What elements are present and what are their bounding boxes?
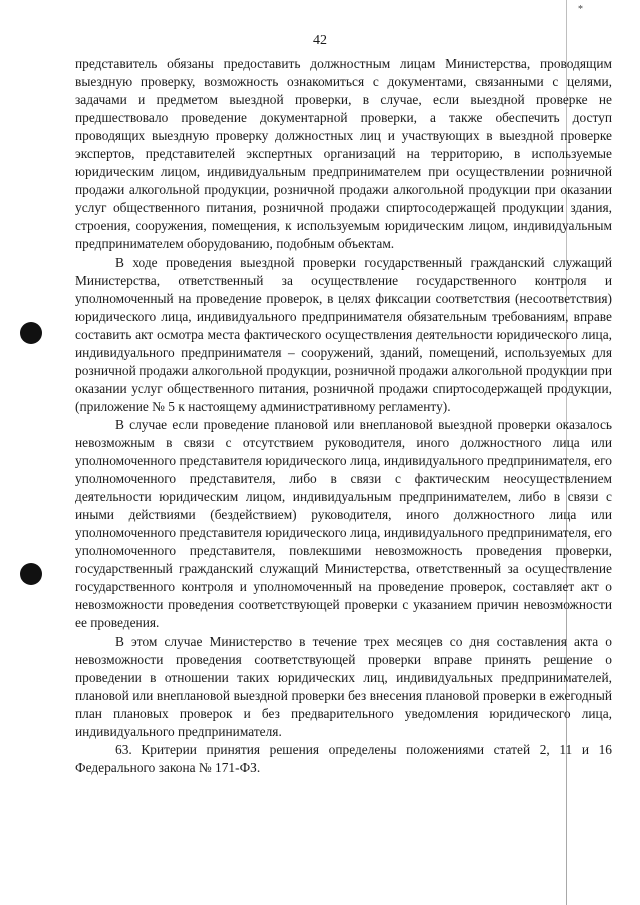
punch-hole <box>20 322 42 344</box>
paragraph: В случае если проведение плановой или внеплановой выездной проверки оказалось невозможным в связи с отсутствием руководителя, иного должностного лица или уполномоченного представителя юридического лица, индивидуального предпринимателя, его уполномоченного представителя, либо в связи с фактическим неосуществлением деятельности юридическим лицом, индивидуальным предпринимателем, либо в связи с иными действиями (бездействием) руководителя, иного должностного лица или уполномоченного представителя юридического лица, индивидуального предпринимателя, его уполномоченного представителя, повлекшими невозможность проведения проверки, государственный гражданский служащий Министерства, ответственный за осуществление государственного контроля и уполномоченный на проведение проверок, составляет акт о невозможности проведения соответствующей проверки с указанием причин невозможности ее проведения. <box>75 416 612 631</box>
paragraph: представитель обязаны предоставить должностным лицам Министерства, проводящим выездную проверку, возможность ознакомиться с документами, связанными с целями, задачами и предметом выездной проверки, в случае, если выездной проверке не предшествовало проведение документарной проверки, а также обеспечить доступ проводящих выездную проверку должностных лиц и участвующих в выездной проверке экспертов, представителей экспертных организаций на территорию, в используемые юридическим лицом, индивидуальным предпринимателем при осуществлении розничной продажи алкогольной продукции, розничной продажи алкогольной продукции при оказании услуг общественного питания, розничной продажи спиртосодержащей продукции здания, строения, сооружения, помещения, к используемым юридическим лицом, индивидуальным предпринимателем оборудованию, подобным объектам. <box>75 56 612 252</box>
document-body <box>75 55 612 777</box>
page-number: 42 <box>313 33 327 48</box>
paragraph: В этом случае Министерство в течение трех месяцев со дня составления акта о невозможности проведения соответствующей проверки вправе принять решение о проведении в отношении таких юридических лиц, индивидуальных предпринимателей, плановой или внеплановой выездной проверки без внесения плановой проверки в ежегодный план плановых проверок и без предварительного уведомления юридического лица, индивидуального предпринимателя. <box>75 633 612 739</box>
scan-corner-mark: * <box>578 4 583 15</box>
punch-hole <box>20 563 42 585</box>
paragraph: В ходе проведения выездной проверки государственный гражданский служащий Министерства, ответственный за осуществление государственного контроля и уполномоченный на проведение проверок, в целях фиксации соответствия (несоответствия) юридического лица, индивидуального предпринимателя обязательным требованиям, вправе составить акт осмотра места фактического осуществления деятельности юридического лица, индивидуального предпринимателя – сооружений, зданий, помещений, используемых для розничной продажи алкогольной продукции, розничной продажи алкогольной продукции при оказании услуг общественного питания, розничной продажи спиртосодержащей продукции, (приложение № 5 к настоящему административному регламенту). <box>75 254 612 414</box>
paragraph: 63. Критерии принятия решения определены положениями статей 2, 11 и 16 Федерального закона № 171-ФЗ. <box>75 741 612 775</box>
